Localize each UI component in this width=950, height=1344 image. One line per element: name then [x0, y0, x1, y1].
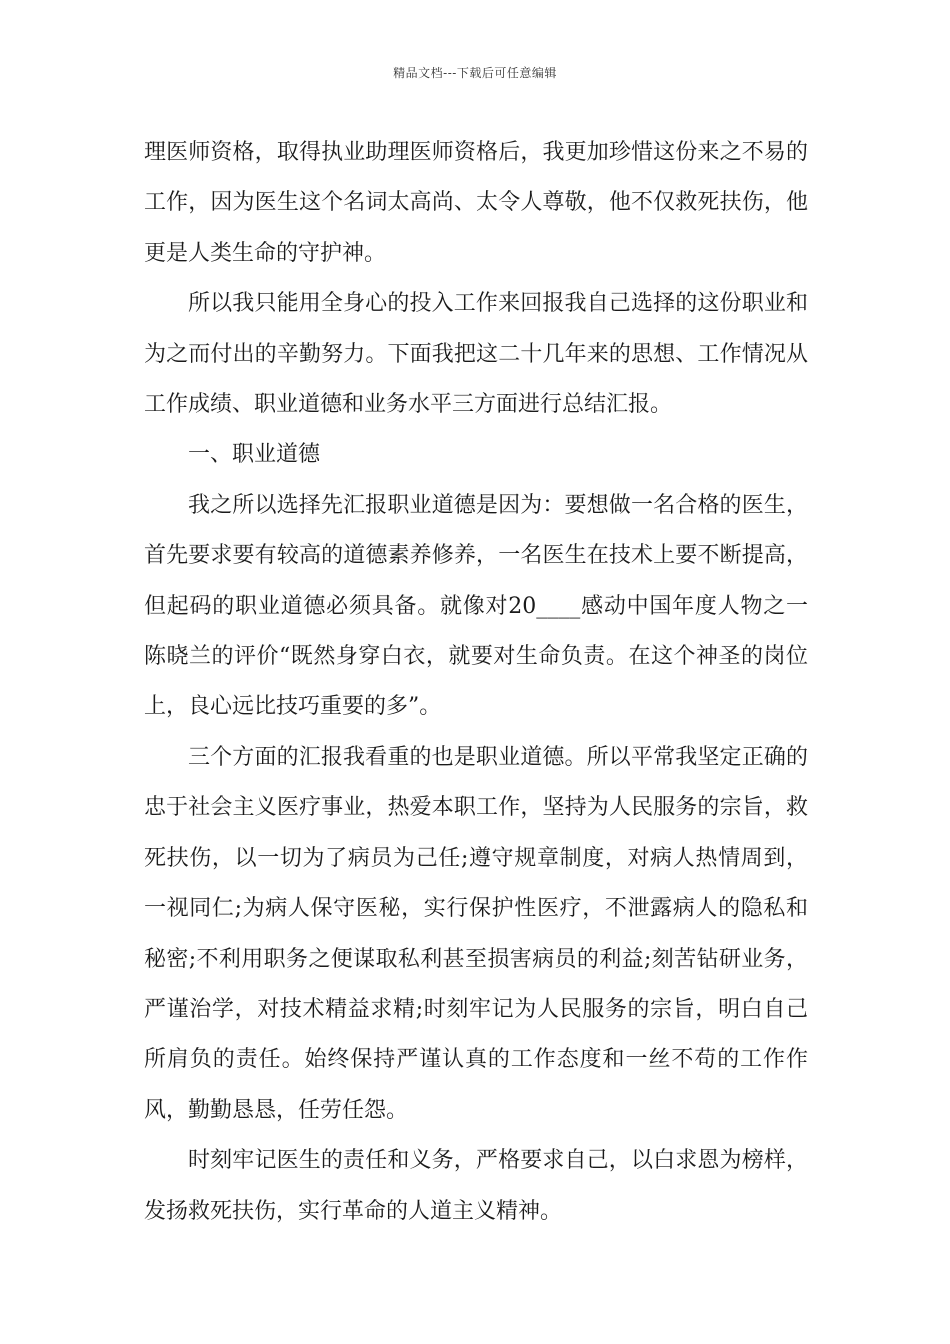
paragraph-4: 三个方面的汇报我看重的也是职业道德。所以平常我坚定正确的忠于社会主义医疗事业，热爱本职工作，坚持为人民服务的宗旨，救死扶伤，以一切为了病员为己任;遵守规章制度，对病人热情周到，一视同仁;为病人保守医秘，实行保护性医疗，不泄露病人的隐私和秘密;不利用职务之便谋取私利甚至损害病员的利益;刻苦钻研业务，严谨治学，对技术精益求精;时刻牢记为人民服务的宗旨，明白自己所肩负的责任。始终保持严谨认真的工作态度和一丝不苟的工作作风，勤勤恳恳，任劳任怨。 — [144, 744, 808, 1123]
page-header: 精品文档---下载后可任意编辑 — [393, 66, 557, 80]
document-body — [144, 128, 808, 1237]
paragraph-2: 所以我只能用全身心的投入工作来回报我自己选择的这份职业和为之而付出的辛勤努力。下面我把这二十几年来的思想、工作情况从工作成绩、职业道德和业务水平三方面进行总结汇报。 — [144, 291, 808, 418]
paragraph-3: 我之所以选择先汇报职业道德是因为：要想做一名合格的医生，首先要求要有较高的道德素养修养，一名医生在技术上要不断提高，但起码的职业道德必须具备。就像对20____感动中国年度人物之一陈晓兰的评价“既然身穿白衣，就要对生命负责。在这个神圣的岗位上，良心远比技巧重要的多”。 — [144, 492, 808, 720]
section-heading-professional-ethics: 一、职业道德 — [188, 442, 321, 468]
paragraph-5: 时刻牢记医生的责任和义务，严格要求自己，以白求恩为榜样，发扬救死扶伤，实行革命的人道主义精神。 — [144, 1148, 808, 1224]
paragraph-1: 理医师资格，取得执业助理医师资格后，我更加珍惜这份来之不易的工作，因为医生这个名词太高尚、太令人尊敬，他不仅救死扶伤，他更是人类生命的守护神。 — [144, 140, 808, 266]
